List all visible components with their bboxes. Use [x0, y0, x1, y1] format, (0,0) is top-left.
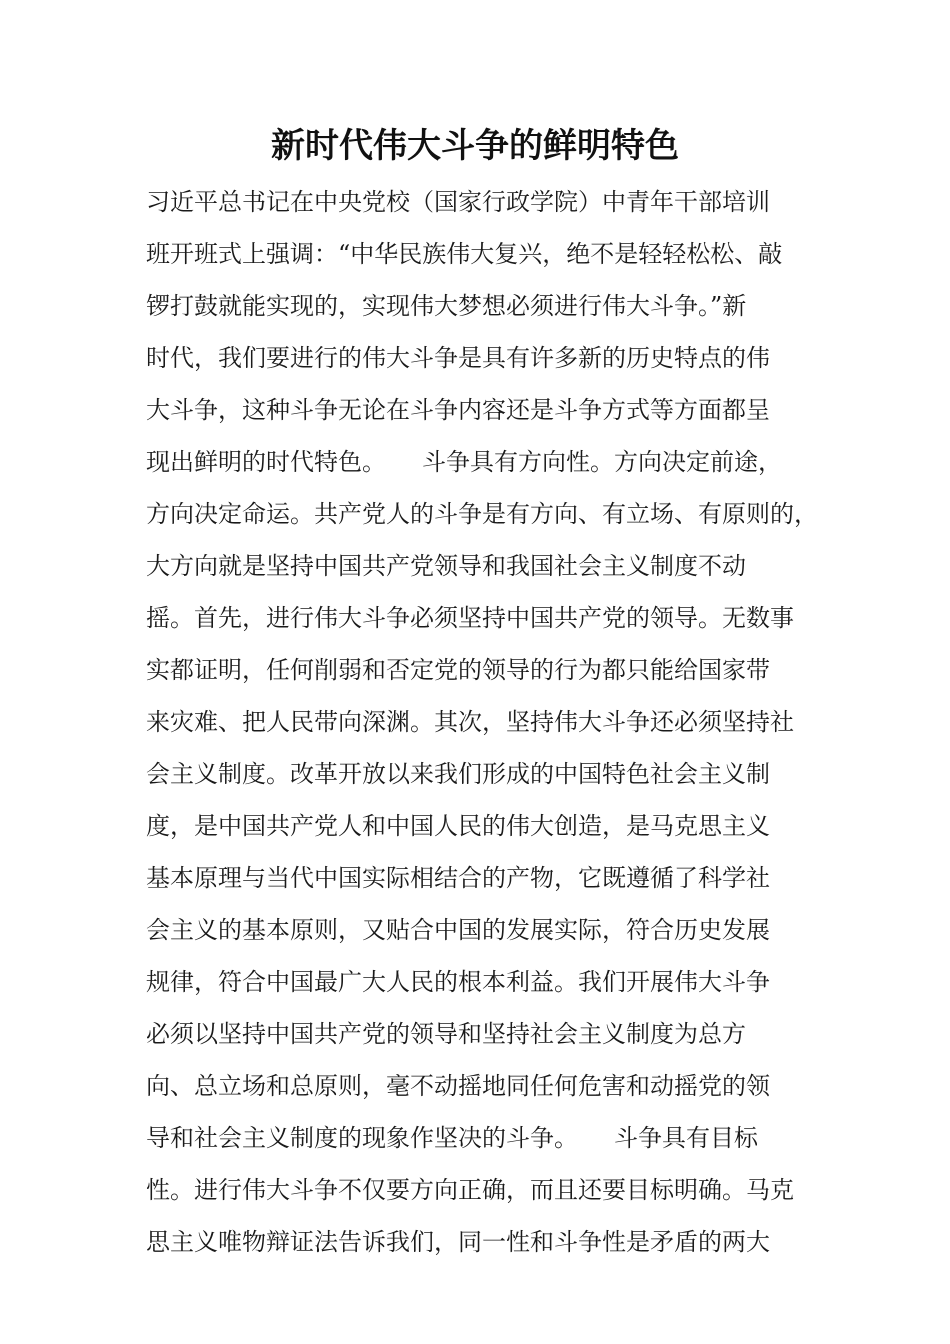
- text-line: 摇。首先，进行伟大斗争必须坚持中国共产党的领导。无数事: [146, 604, 794, 632]
- text-line: 导和社会主义制度的现象作坚决的斗争。 斗争具有目标: [146, 1124, 758, 1152]
- text-line: 必须以坚持中国共产党的领导和坚持社会主义制度为总方: [146, 1020, 746, 1048]
- text-line: 度，是中国共产党人和中国人民的伟大创造，是马克思主义: [146, 812, 770, 840]
- text-line: 实都证明，任何削弱和否定党的领导的行为都只能给国家带: [146, 656, 770, 684]
- document-title: 新时代伟大斗争的鲜明特色: [271, 126, 679, 166]
- text-line: 来灾难、把人民带向深渊。其次，坚持伟大斗争还必须坚持社: [146, 708, 794, 736]
- text-line: 现出鲜明的时代特色。 斗争具有方向性。方向决定前途，: [146, 448, 782, 476]
- text-line: 向、总立场和总原则，毫不动摇地同任何危害和动摇党的领: [146, 1072, 770, 1100]
- text-line: 方向决定命运。共产党人的斗争是有方向、有立场、有原则的，: [146, 500, 818, 528]
- text-line: 锣打鼓就能实现的，实现伟大梦想必须进行伟大斗争。”新: [146, 292, 747, 320]
- text-line: 时代，我们要进行的伟大斗争是具有许多新的历史特点的伟: [146, 344, 770, 372]
- text-line: 思主义唯物辩证法告诉我们，同一性和斗争性是矛盾的两大: [146, 1228, 770, 1256]
- text-line: 大斗争，这种斗争无论在斗争内容还是斗争方式等方面都呈: [146, 396, 770, 424]
- text-line: 性。进行伟大斗争不仅要方向正确，而且还要目标明确。马克: [146, 1176, 794, 1204]
- text-line: 基本原理与当代中国实际相结合的产物，它既遵循了科学社: [146, 864, 770, 892]
- text-line: 大方向就是坚持中国共产党领导和我国社会主义制度不动: [146, 552, 746, 580]
- text-line: 班开班式上强调：“中华民族伟大复兴，绝不是轻轻松松、敲: [146, 240, 783, 268]
- text-line: 习近平总书记在中央党校（国家行政学院）中青年干部培训: [146, 188, 770, 216]
- text-line: 会主义制度。改革开放以来我们形成的中国特色社会主义制: [146, 760, 770, 788]
- text-line: 规律，符合中国最广大人民的根本利益。我们开展伟大斗争: [146, 968, 770, 996]
- text-line: 会主义的基本原则，又贴合中国的发展实际，符合历史发展: [146, 916, 770, 944]
- document-body: [146, 176, 826, 1268]
